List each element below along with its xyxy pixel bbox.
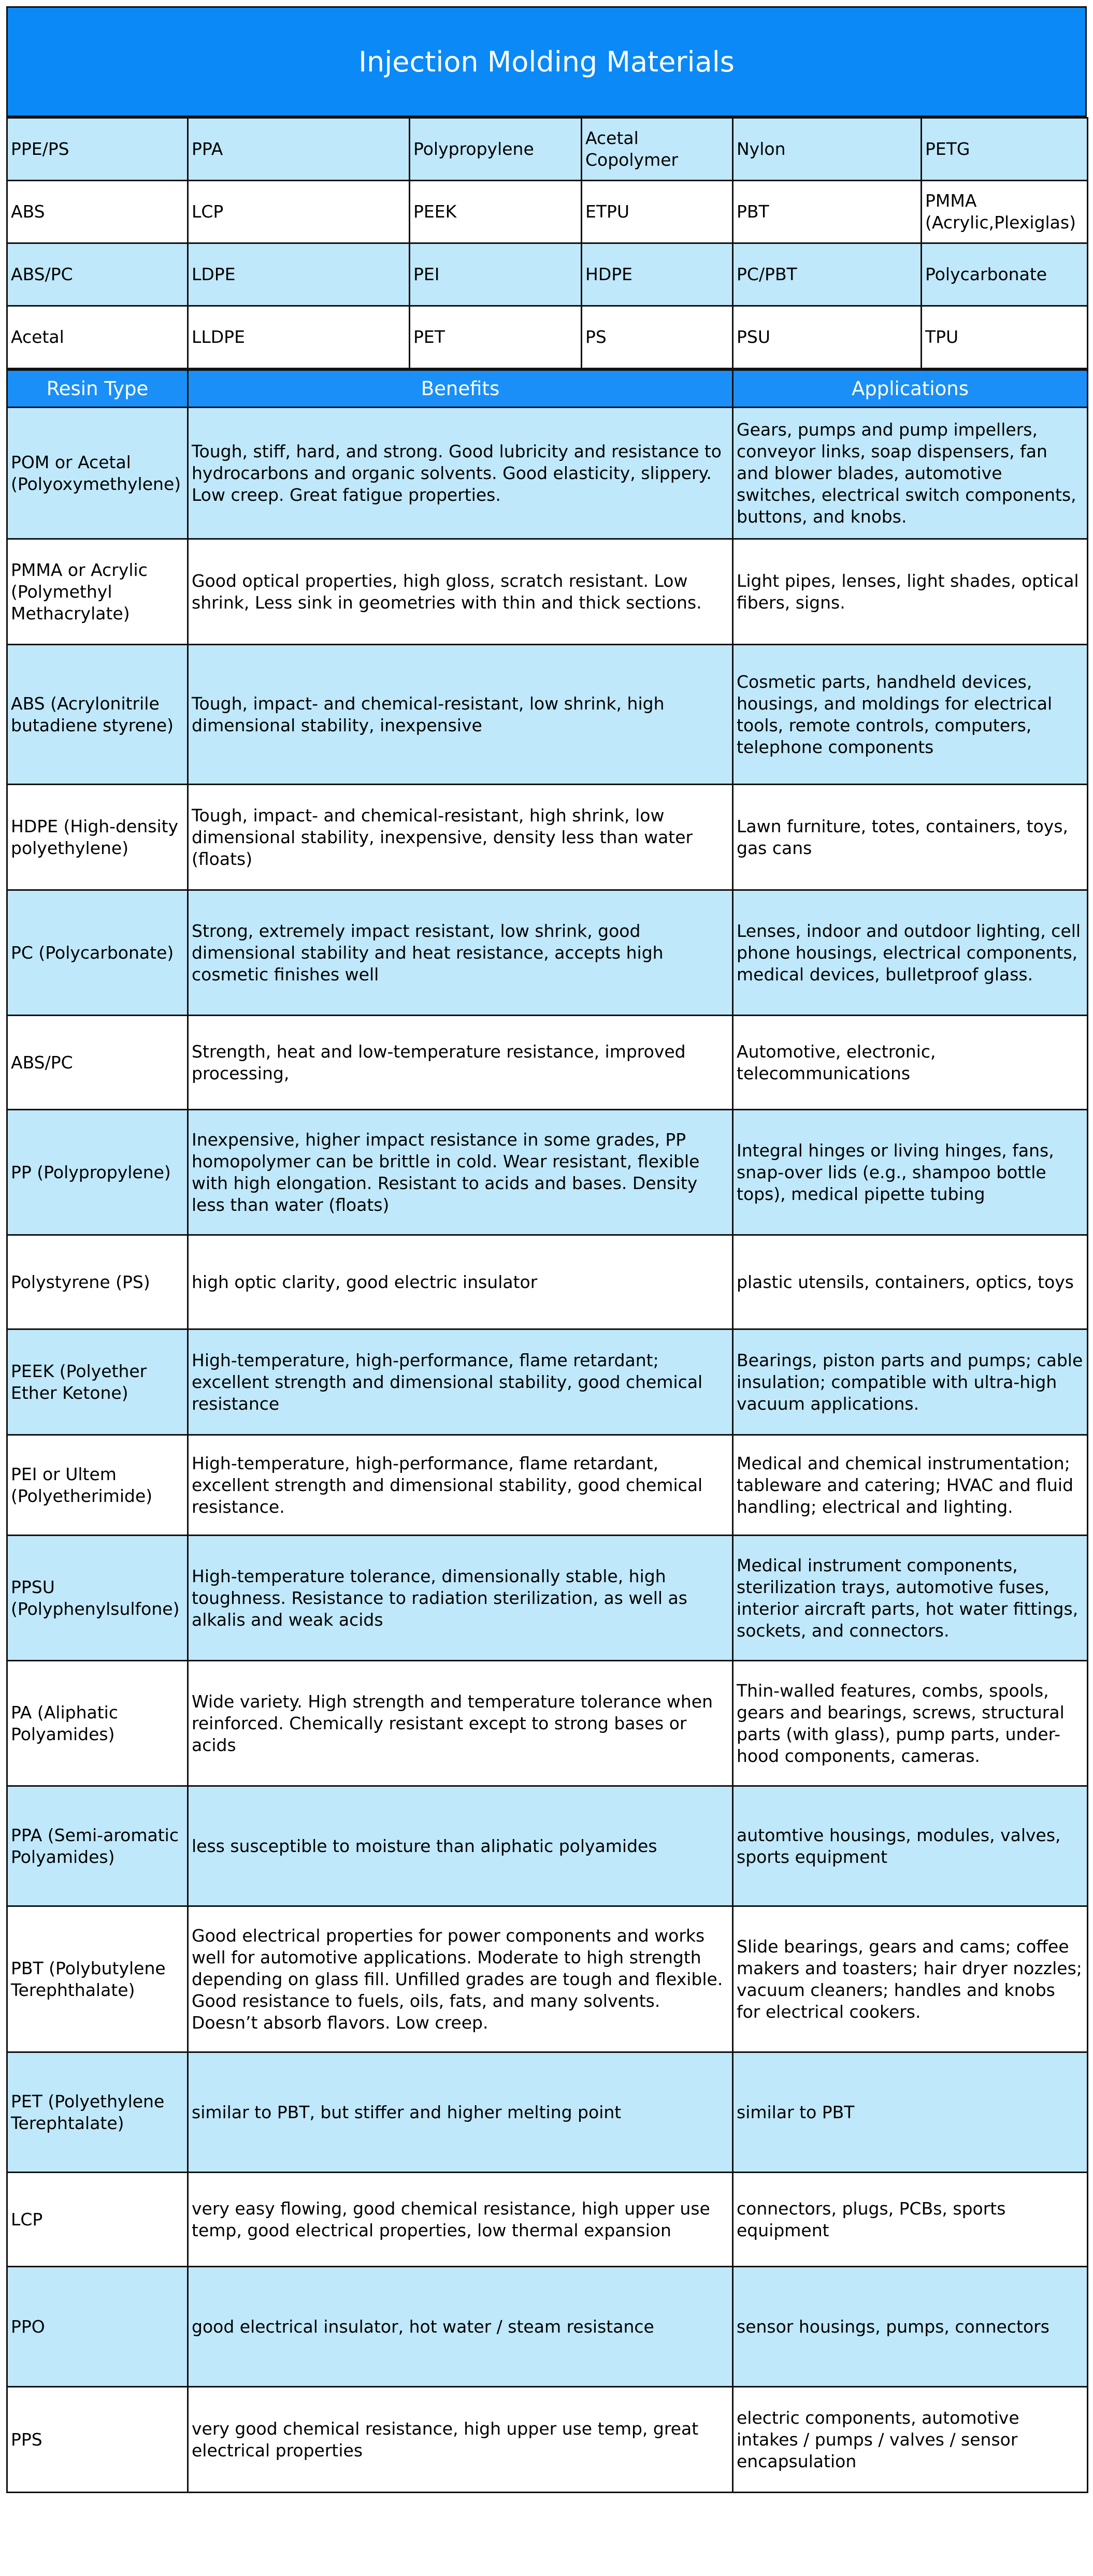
benefits-cell: Tough, impact- and chemical-resistant, high shrink, low dimensional stability, inexpensive, density less than water (floats) — [188, 785, 733, 890]
resin-type-cell: ABS (Acrylonitrile butadiene styrene) — [7, 645, 188, 785]
resin-type-cell: PBT (Polybutylene Terephthalate) — [7, 1906, 188, 2052]
benefits-cell: good electrical insulator, hot water / steam resistance — [188, 2267, 733, 2387]
material-cell: Nylon — [733, 118, 922, 181]
applications-cell: Lenses, indoor and outdoor lighting, cell phone housings, electrical components, medical devices, bulletproof glass. — [733, 890, 1088, 1016]
benefits-cell: Tough, stiff, hard, and strong. Good lubricity and resistance to hydrocarbons and organic solvents. Good elasticity, slippery. Low creep. Great fatigue properties. — [188, 408, 733, 539]
page-title: Injection Molding Materials — [6, 6, 1087, 117]
benefits-cell: very good chemical resistance, high upper use temp, great electrical properties — [188, 2387, 733, 2493]
resin-type-cell: PP (Polypropylene) — [7, 1110, 188, 1235]
table-row — [7, 1235, 1088, 1329]
header-applications: Applications — [733, 370, 1088, 408]
applications-cell: electric components, automotive intakes / pumps / valves / sensor encapsulation — [733, 2387, 1088, 2493]
table-row — [7, 890, 1088, 1016]
applications-cell: Thin-walled features, combs, spools, gears and bearings, screws, structural parts (with glass), pump parts, under-hood components, cameras. — [733, 1661, 1088, 1786]
material-cell: Polypropylene — [410, 118, 582, 181]
benefits-cell: Wide variety. High strength and temperature tolerance when reinforced. Chemically resistant except to strong bases or acids — [188, 1661, 733, 1786]
header-resin-type: Resin Type — [7, 370, 188, 408]
benefits-cell: very easy flowing, good chemical resistance, high upper use temp, good electrical properties, low thermal expansion — [188, 2173, 733, 2267]
benefits-cell: Tough, impact- and chemical-resistant, low shrink, high dimensional stability, inexpensive — [188, 645, 733, 785]
benefits-cell: high optic clarity, good electric insulator — [188, 1235, 733, 1329]
material-cell: PSU — [733, 306, 922, 369]
benefits-cell: similar to PBT, but stiffer and higher melting point — [188, 2052, 733, 2173]
material-cell: TPU — [922, 306, 1088, 369]
applications-cell: Lawn furniture, totes, containers, toys, gas cans — [733, 785, 1088, 890]
material-cell: PBT — [733, 181, 922, 243]
applications-cell: Bearings, piston parts and pumps; cable insulation; compatible with ultra-high vacuum applications. — [733, 1329, 1088, 1435]
material-cell: ABS — [7, 181, 188, 243]
resin-type-cell: PPO — [7, 2267, 188, 2387]
material-cell: ETPU — [582, 181, 733, 243]
material-cell: LLDPE — [188, 306, 410, 369]
applications-cell: connectors, plugs, PCBs, sports equipment — [733, 2173, 1088, 2267]
benefits-cell: Strength, heat and low-temperature resistance, improved processing, — [188, 1016, 733, 1110]
material-cell: Acetal Copolymer — [582, 118, 733, 181]
materials-sheet — [6, 6, 1087, 2493]
resin-type-cell: LCP — [7, 2173, 188, 2267]
material-cell: PS — [582, 306, 733, 369]
table-row — [7, 1661, 1088, 1786]
table-row — [7, 785, 1088, 890]
applications-cell: similar to PBT — [733, 2052, 1088, 2173]
benefits-cell: Good optical properties, high gloss, scratch resistant. Low shrink, Less sink in geometries with thin and thick sections. — [188, 539, 733, 645]
resin-type-cell: PA (Aliphatic Polyamides) — [7, 1661, 188, 1786]
materials-row — [7, 118, 1088, 181]
material-cell: PEEK — [410, 181, 582, 243]
table-row — [7, 2267, 1088, 2387]
resin-type-cell: PPSU (Polyphenylsulfone) — [7, 1536, 188, 1661]
applications-cell: plastic utensils, containers, optics, toys — [733, 1235, 1088, 1329]
resin-table-header — [7, 370, 1088, 408]
applications-cell: Light pipes, lenses, light shades, optical fibers, signs. — [733, 539, 1088, 645]
resin-type-cell: PEEK (Polyether Ether Ketone) — [7, 1329, 188, 1435]
table-row — [7, 1435, 1088, 1536]
resin-type-cell: PMMA or Acrylic (Polymethyl Methacrylate) — [7, 539, 188, 645]
benefits-cell: Inexpensive, higher impact resistance in some grades, PP homopolymer can be brittle in cold. Wear resistant, flexible with high elongation. Resistant to acids and bases. Density less than water (floats) — [188, 1110, 733, 1235]
resin-type-cell: PEI or Ultem (Polyetherimide) — [7, 1435, 188, 1536]
resin-type-cell: PPA (Semi-aromatic Polyamides) — [7, 1786, 188, 1906]
resin-type-cell: PET (Polyethylene Terephtalate) — [7, 2052, 188, 2173]
table-row — [7, 1536, 1088, 1661]
resin-type-cell: ABS/PC — [7, 1016, 188, 1110]
resin-type-cell: PPS — [7, 2387, 188, 2493]
material-cell: Acetal — [7, 306, 188, 369]
header-benefits: Benefits — [188, 370, 733, 408]
benefits-cell: Good electrical properties for power components and works well for automotive applications. Moderate to high strength depending on glass fill. Unfilled grades are tough and flexible. Good resistance to fuels, oils, fats, and many solvents. Doesn’t absorb flavors. Low creep. — [188, 1906, 733, 2052]
benefits-cell: High-temperature, high-performance, flame retardant, excellent strength and dimensional stability, good chemical resistance. — [188, 1435, 733, 1536]
applications-cell: Slide bearings, gears and cams; coffee makers and toasters; hair dryer nozzles; vacuum cleaners; handles and knobs for electrical cookers. — [733, 1906, 1088, 2052]
benefits-cell: High-temperature tolerance, dimensionally stable, high toughness. Resistance to radiation sterilization, as well as alkalis and weak acids — [188, 1536, 733, 1661]
material-cell: PC/PBT — [733, 243, 922, 306]
material-cell: PPA — [188, 118, 410, 181]
applications-cell: Integral hinges or living hinges, fans, snap-over lids (e.g., shampoo bottle tops), medical pipette tubing — [733, 1110, 1088, 1235]
resin-type-cell: POM or Acetal (Polyoxymethylene) — [7, 408, 188, 539]
resin-type-cell: Polystyrene (PS) — [7, 1235, 188, 1329]
material-cell: PEI — [410, 243, 582, 306]
table-row — [7, 1906, 1088, 2052]
materials-row — [7, 306, 1088, 369]
table-row — [7, 539, 1088, 645]
resin-table — [6, 369, 1088, 2493]
benefits-cell: less susceptible to moisture than aliphatic polyamides — [188, 1786, 733, 1906]
table-row — [7, 2387, 1088, 2493]
applications-cell: sensor housings, pumps, connectors — [733, 2267, 1088, 2387]
materials-row — [7, 181, 1088, 243]
table-row — [7, 408, 1088, 539]
applications-cell: Gears, pumps and pump impellers, conveyor links, soap dispensers, fan and blower blades, automotive switches, electrical switch components, buttons, and knobs. — [733, 408, 1088, 539]
material-cell: HDPE — [582, 243, 733, 306]
table-row — [7, 1016, 1088, 1110]
resin-type-cell: HDPE (High-density polyethylene) — [7, 785, 188, 890]
applications-cell: Medical instrument components, sterilization trays, automotive fuses, interior aircraft parts, hot water fittings, sockets, and connectors. — [733, 1536, 1088, 1661]
materials-grid — [6, 117, 1088, 369]
material-cell: PETG — [922, 118, 1088, 181]
material-cell: LCP — [188, 181, 410, 243]
materials-row — [7, 243, 1088, 306]
applications-cell: Automotive, electronic, telecommunications — [733, 1016, 1088, 1110]
applications-cell: Cosmetic parts, handheld devices, housings, and moldings for electrical tools, remote controls, computers, telephone components — [733, 645, 1088, 785]
table-row — [7, 2052, 1088, 2173]
material-cell: PMMA (Acrylic,Plexiglas) — [922, 181, 1088, 243]
applications-cell: Medical and chemical instrumentation; tableware and catering; HVAC and fluid handling; electrical and lighting. — [733, 1435, 1088, 1536]
table-row — [7, 2173, 1088, 2267]
benefits-cell: High-temperature, high-performance, flame retardant; excellent strength and dimensional stability, good chemical resistance — [188, 1329, 733, 1435]
table-row — [7, 1329, 1088, 1435]
table-row — [7, 645, 1088, 785]
material-cell: PPE/PS — [7, 118, 188, 181]
material-cell: Polycarbonate — [922, 243, 1088, 306]
table-row — [7, 1110, 1088, 1235]
benefits-cell: Strong, extremely impact resistant, low shrink, good dimensional stability and heat resistance, accepts high cosmetic finishes well — [188, 890, 733, 1016]
material-cell: LDPE — [188, 243, 410, 306]
applications-cell: automtive housings, modules, valves, sports equipment — [733, 1786, 1088, 1906]
resin-type-cell: PC (Polycarbonate) — [7, 890, 188, 1016]
material-cell: PET — [410, 306, 582, 369]
table-row — [7, 1786, 1088, 1906]
material-cell: ABS/PC — [7, 243, 188, 306]
